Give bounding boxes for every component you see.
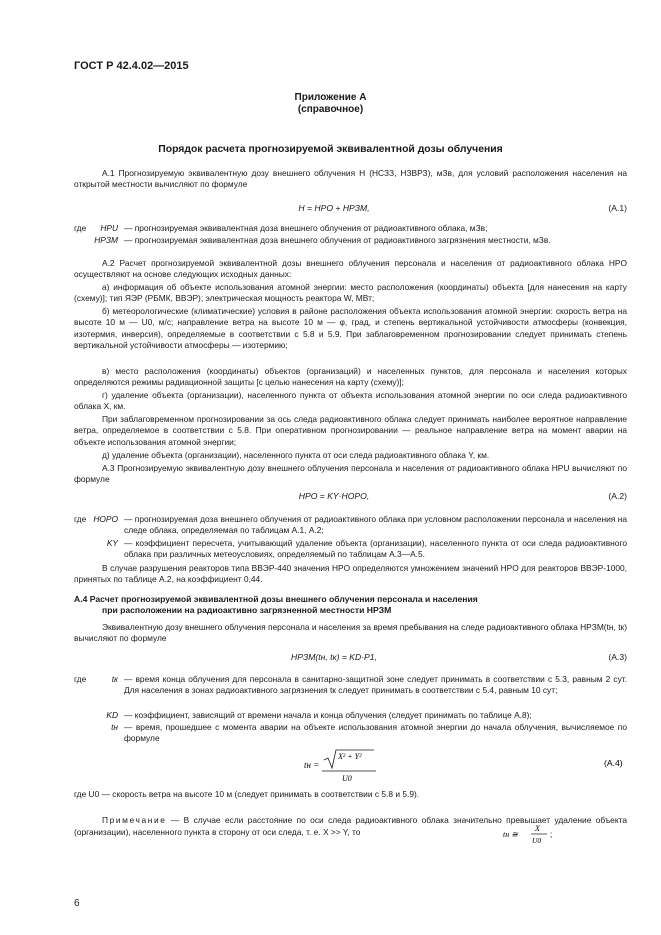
paragraph-a2-g: г) удаление объекта (организации), населенного пункта от объекта использования атомной энергии по оси следа радиоактивного облака X, км. (74, 390, 627, 412)
annex-kind: (справочное) (297, 104, 364, 115)
where-symbol: HOPO (93, 514, 118, 524)
where-label: где (74, 223, 87, 233)
where-definition: — прогнозируемая эквивалентная доза внешнего облучения от радиоактивного загрязнения местности, мЗв. (124, 235, 551, 245)
note-fraction (503, 822, 563, 846)
formula-a4-radicand: X² + Y² (338, 752, 362, 761)
where-definition: — коэффициент пересчета, учитывающий удаление объекта (организации), населенного пункта от оси следа радиоактивного облака при различных метеоусловиях, определяемый по таблицам А.3—А.5. (124, 538, 627, 560)
paragraph-a3-b: В случае разрушения реакторов типа ВВЭР-440 значения HPO определяются умножением значений HPO для реакторов ВВЭР-1000, принятых по таблице А.2, на коэффициент 0,44. (74, 563, 627, 585)
section-title: Порядок расчета прогнозируемой эквивалентной дозы облучения (158, 144, 503, 155)
annex-title: Приложение А (294, 92, 367, 103)
where-item (74, 514, 627, 537)
standard-header: ГОСТ Р 42.4.02—2015 (74, 60, 189, 72)
formula-a3-number: (А.3) (608, 652, 627, 662)
paragraph-a2-a: а) информация об объекте использования атомной энергии: место расположения (координаты) объекта [для нанесения на карту (схему)]; тип ЯЭР (РБМК, ВВЭР); электрическая мощность реактора W, МВт; (74, 282, 627, 304)
page-number: 6 (74, 898, 80, 909)
note-text: — В случае если расстояние по оси следа радиоактивного облака значительно превышает удаление объекта (организации), населенного пункта в сторону от оси следа, т. е. X >> Y, то (74, 815, 627, 837)
formula-a1-expr: H = HPO + HPЗМ, (298, 203, 370, 213)
section-a4-title-line1: А.4 Расчет прогнозируемой эквивалентной дозы внешнего облучения персонала и населения (74, 594, 478, 604)
where-symbol: HPЗМ (94, 235, 118, 245)
where-u0: где U0 — скорость ветра на высоте 10 м (следует принимать в соответствии с 5.8 и 5.9). (74, 789, 420, 799)
section-a4-title-line2: при расположении на радиоактивно загрязненной местности HPЗМ (102, 605, 392, 616)
where-definition: — время конца облучения для персонала в санитарно-защитной зоне следует принимать в соответствии с 5.3, равным 2 сут. Для населения в зонах радиоактивного загрязнения tк следует принимать в соответствии с 5.4, равным 10 сут; (124, 674, 627, 696)
formula-a3 (74, 652, 627, 666)
note-fraction-tail: ; (550, 830, 553, 839)
where-item (74, 538, 627, 561)
paragraph-a2-v: в) место расположения (координаты) объектов (организаций) и населенных пунктов, для персонала и населения которых определяются режимы радиационной защиты [с целью нанесения на карту (схему)]; (74, 366, 627, 388)
where-definition: — время, прошедшее с момента аварии на объекте использования атомной энергии до начала облучения, вычисляемое по формуле (124, 722, 627, 744)
formula-a2-number: (А.2) (608, 491, 627, 501)
section-a4-title (74, 594, 627, 617)
formula-a4 (74, 744, 627, 784)
formula-a4-lhs: tн = (304, 760, 320, 770)
where-definition: — прогнозируемая эквивалентная доза внешнего облучения от радиоактивного облака, мЗв; (124, 223, 488, 233)
formula-a4-denominator: U0 (342, 774, 352, 783)
where-item (74, 722, 627, 745)
where-item (74, 223, 627, 234)
formula-a2-expr: HPO = KY·HOPO, (298, 491, 370, 501)
formula-a1-number: (А.1) (608, 203, 627, 213)
paragraph-a2-b: б) метеорологические (климатические) условия в районе расположения объекта использования атомной энергии: скорость ветра на высоте 10 м — U0, м/с; направление ветра на высоте 10 м — φ, град, и степень вертикальной устойчивости атмосферы (конвекция, изотермия, инверсия), определяемые в соответствии с 5.8 и 5.9. При заблаговременном прогнозировании следует принимать степень вертикальной устойчивости атмосферы — изотермию; (74, 306, 627, 351)
where-definition: — коэффициент, зависящий от времени начала и конца облучения (следует принимать по таблице А.8); (124, 710, 532, 720)
note-fraction-numerator: X (535, 824, 540, 833)
paragraph-a1: А.1 Прогнозируемую эквивалентную дозу внешнего облучения H (HСЗЗ, HЗВРЗ), мЗв, для условий расположения населения на открытой местности вычисляют по формуле (74, 168, 627, 190)
formula-a4-number: (А.4) (604, 758, 623, 768)
where-symbol: tк (111, 674, 118, 684)
paragraph-a3: А.3 Прогнозируемую эквивалентную дозу внешнего облучения персонала и населения от радиоактивного облака HPU вычисляют по формуле (74, 463, 627, 485)
paragraph-a4: Эквивалентную дозу внешнего облучения персонала и населения за время пребывания на следе радиоактивного облака HPЗМ(tн, tк) вычисляют по формуле (74, 622, 627, 644)
formula-a3-expr: HPЗМ(tн, tк) = KD·P1, (291, 652, 377, 662)
paragraph-a2: А.2 Расчет прогнозируемой эквивалентной дозы внешнего облучения персонала и населения от радиоактивного облака HPO осуществляют на основе следующих исходных данных: (74, 258, 627, 280)
where-symbol: KY (106, 538, 118, 548)
paragraph-a2-d: д) удаление объекта (организации), населенного пункта от оси следа радиоактивного облака Y, км. (102, 450, 490, 460)
where-item (74, 710, 627, 721)
where-label: где (74, 514, 87, 524)
note-label: Примечание (102, 815, 167, 825)
where-item (74, 674, 627, 697)
formula-a2 (74, 491, 627, 505)
where-label: где (74, 674, 87, 684)
where-symbol: tн (111, 722, 118, 732)
where-definition: — прогнозируемая доза внешнего облучения от радиоактивного облака при условном расположении персонала и населения на следе облака, определяемая по таблицам А.1, А.2; (124, 514, 627, 536)
formula-a1 (74, 203, 627, 217)
paragraph-a2-z: При заблаговременном прогнозировании за ось следа радиоактивного облака следует принимать наиболее вероятное направление ветра, определяемое в соответствии с 5.8. При оперативном прогнозировании — реальное направление ветра на момент аварии на объекте использования атомной энергии; (74, 414, 627, 447)
where-symbol: HPU (100, 223, 118, 233)
note-fraction-denominator: U0 (532, 836, 542, 845)
where-symbol: KD (106, 710, 118, 720)
where-item (74, 235, 627, 246)
note-fraction-lhs: tн ≅ (503, 830, 518, 839)
